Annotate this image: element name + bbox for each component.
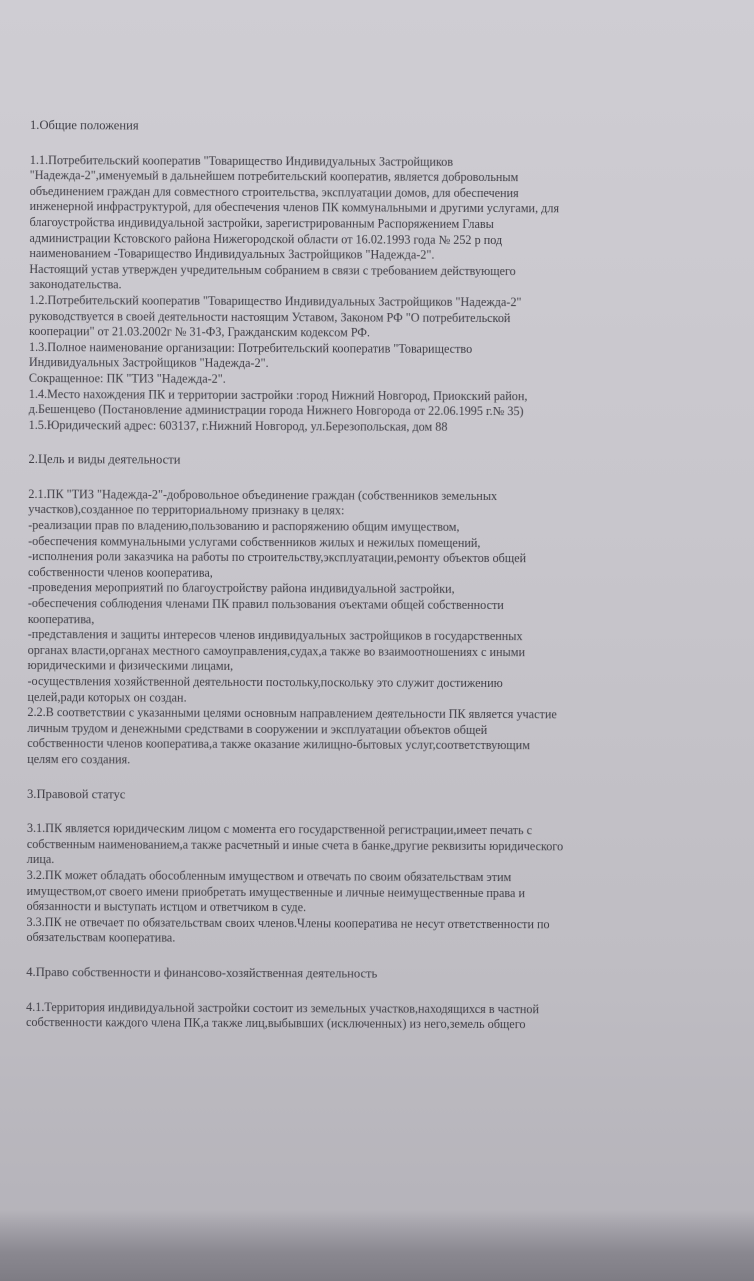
text-line: 1.2.Потребительский кооператив "Товарищество Индивидуальных Застройщиков "Надежда-2" xyxy=(29,292,522,310)
text-line: кооператива, xyxy=(27,611,95,626)
document-body xyxy=(26,118,748,1034)
section-ownership-finance xyxy=(26,965,744,1034)
section-heading: 4.Право собственности и финансово-хозяйственная деятельность xyxy=(26,964,378,981)
section-heading: 1.Общие положения xyxy=(29,118,139,133)
section-legal-status xyxy=(26,787,745,949)
text-line: 4.1.Территория индивидуальной застройки состоит из земельных участков,находящихся в частной xyxy=(26,999,540,1016)
text-line: "Надежда-2",именуемый в дальнейшем потребительский кооператив, является добровольным xyxy=(29,168,519,185)
text-line: собственным наименованием,а также расчетный и иные счета в банке,другие реквизиты юридического xyxy=(26,836,564,854)
text-line: юридическими и физическими лицами, xyxy=(27,658,234,674)
text-line: -обеспечения соблюдения членами ПК правил пользования оъектами общей собственности xyxy=(27,596,504,613)
section-general-provisions xyxy=(29,118,748,436)
text-line: 2.2.В соответствии с указанными целями основным направлением деятельности ПК является участие xyxy=(27,705,557,722)
text-line: 1.1.Потребительский кооператив "Товарищество Индивидуальных Застройщиков xyxy=(29,152,454,169)
text-line: 1.3.Полное наименование организации: Потребительский кооператив "Товарищество xyxy=(28,339,473,356)
text-line: обязательствам кооператива. xyxy=(26,930,176,945)
text-line: объединением граждан для совместного строительства, эксплуатации домов, для обеспечения xyxy=(29,183,519,200)
text-line: собственности членов кооператива, xyxy=(27,564,213,580)
text-line: -представления и защиты интересов членов индивидуальных застройщиков в государственных xyxy=(27,627,523,644)
text-line: -осуществления хозяйственной деятельности постольку,поскольку это служит достижению xyxy=(27,673,503,691)
text-line: руководствуется в своей деятельности настоящим Уставом, Законом РФ "О потребительской xyxy=(29,308,511,325)
text-line: 1.5.Юридический адрес: 603137, г.Нижний Новгород, ул.Березопольская, дом 88 xyxy=(28,417,448,434)
text-line: кооперации" от 21.03.2002г № 31-ФЗ, Гражданским кодексом РФ. xyxy=(29,324,371,340)
text-line: участков),созданное по территориальному признаку в целях: xyxy=(28,502,345,518)
text-line: -проведения мероприятий по благоустройству района индивидуальной застройки, xyxy=(27,580,455,597)
text-line: личным трудом и денежными средствами в сооружении и эксплуатации объектов общей xyxy=(27,720,488,737)
text-line: Настоящий устав утвержден учредительным собранием в связи с требованием действующего xyxy=(29,261,516,278)
section-heading: 3.Правовой статус xyxy=(27,786,126,801)
text-line: инженерной инфраструктурой, для обеспечения членов ПК коммунальными и другими услугами, для xyxy=(29,199,560,216)
text-line: целям его создания. xyxy=(27,751,131,767)
text-line: 3.2.ПК может обладать обособленным имуществом и отвечать по своим обязательствам этим xyxy=(26,867,512,885)
section-heading: 2.Цель и виды деятельности xyxy=(28,452,181,467)
text-line: 3.3.ПК не отвечает по обязательствам своих членов.Члены кооператива не несут ответственности по xyxy=(26,914,550,931)
text-line: Индивидуальных Застройщиков "Надежда-2". xyxy=(28,355,269,371)
text-line: органах власти,органах местного самоуправления,судах,а также во взаимоотношениях с иными xyxy=(27,642,526,659)
text-line: 1.4.Место нахождения ПК и территории застройки :город Нижний Новгород, Приокский район, xyxy=(28,386,528,403)
text-line: обязанности и выступать истцом и ответчиком в суде. xyxy=(26,899,307,915)
text-line: благоустройства индивидуальной застройки, зарегистрированным Распоряжением Главы xyxy=(29,214,494,231)
text-line: собственности членов кооператива,а также оказание жилищно-бытовых услуг,соответствующим xyxy=(27,736,530,753)
text-line: -реализации прав по владению,пользованию и распоряжению общим имуществом, xyxy=(28,518,460,534)
text-line: целей,ради которых он создан. xyxy=(27,689,187,705)
text-line: собственности каждого члена ПК,а также лиц,выбывших (исключенных) из него,земель общего xyxy=(26,1015,526,1032)
section-goals-activities xyxy=(27,452,746,770)
text-line: 2.1.ПК "ТИЗ "Надежда-2"-добровольное объединение граждан (собственников земельных xyxy=(28,486,498,503)
text-line: наименованием -Товарищество Индивидуальных Застройщиков "Надежда-2". xyxy=(29,246,435,262)
text-line: законодательства. xyxy=(29,277,122,292)
text-line: Сокращенное: ПК "ТИЗ "Надежда-2". xyxy=(28,370,226,386)
text-line: лица. xyxy=(26,852,55,867)
text-line: 3.1.ПК является юридическим лицом с момента его государственной регистрации,имеет печать с xyxy=(26,821,533,838)
text-line: -обеспечения коммунальными услугами собственников жилых и нежилых помещений, xyxy=(28,533,481,550)
text-line: -исполнения роли заказчика на работы по строительству,эксплуатации,ремонту объектов общей xyxy=(28,549,527,566)
text-line: администрации Кстовского района Нижегородской области от 16.02.1993 года № 252 р под xyxy=(29,230,503,247)
text-line: д.Бешенцево (Постановление администрации города Нижнего Новгорода от 22.06.1995 г.№ 35) xyxy=(28,402,524,419)
text-line: имуществом,от своего имени приобретать имущественные и личные неимущественные права и xyxy=(26,883,526,900)
